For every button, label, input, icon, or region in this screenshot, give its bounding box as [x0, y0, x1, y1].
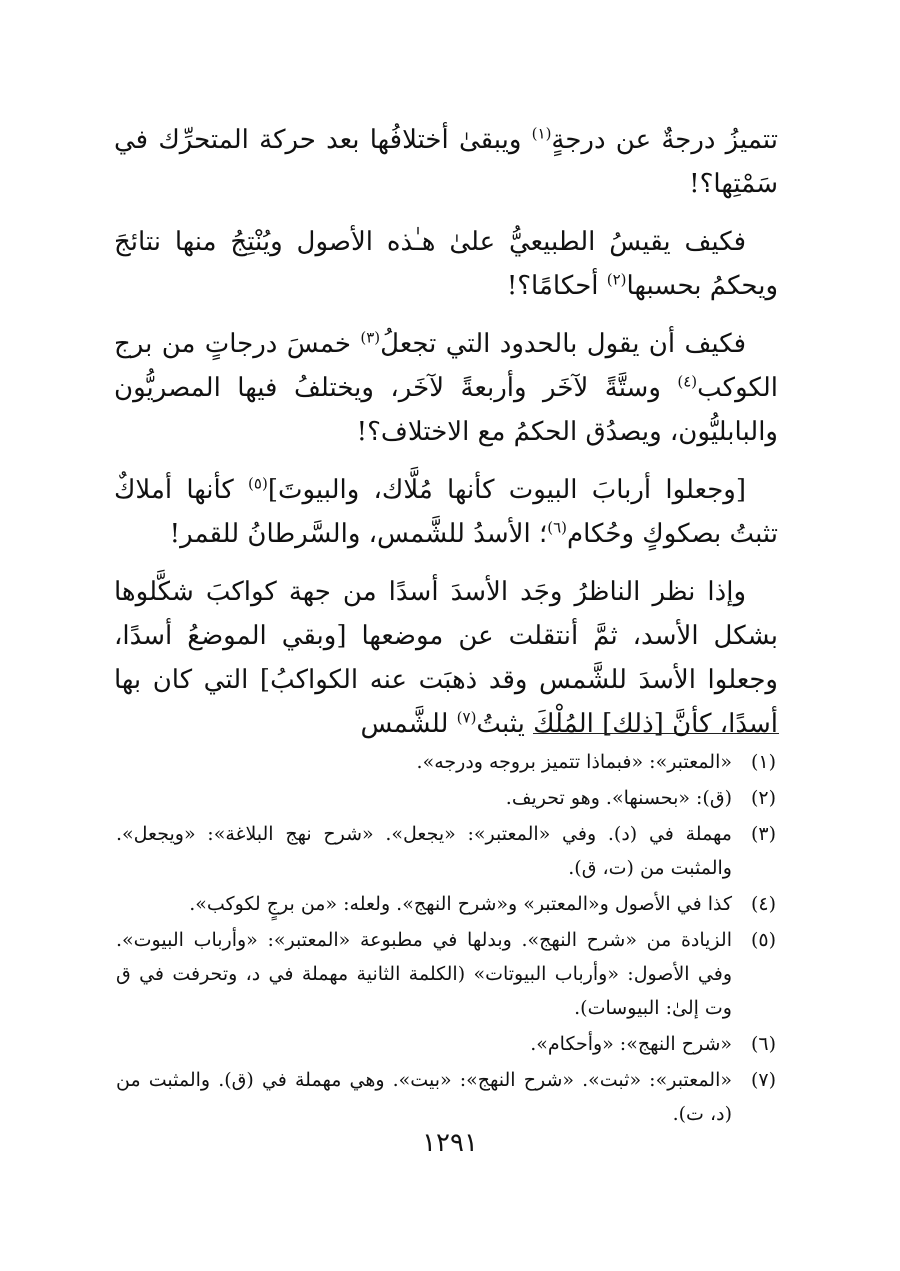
- footnote-number: (٦): [750, 1033, 776, 1055]
- footnote-5: [116, 923, 776, 1025]
- footnote-text: الزيادة من «شرح النهج». وبدلها في مطبوعة «المعتبر»: «وأرباب البيوت». وفي الأصول: «وأرباب البيوتات» (الكلمة الثانية مهملة في د، وتحرفت في ق وت إلىٰ: البيوسات).: [116, 929, 732, 1019]
- footnote-number: (١): [750, 751, 776, 773]
- footnote-3: [116, 817, 776, 885]
- footnote-ref-5[interactable]: (٥): [248, 474, 268, 493]
- paragraph-5: وإذا نظر الناظرُ وجَد الأسدَ أسدًا من جهة كواكبَ شكَّلوها بشكل الأسد، ثمَّ أنتقلت عن موضعها [وبقي الموضعُ أسدًا، وجعلوا الأسدَ للشَّمس وقد ذهبَت عنه الكواكبُ] التي كان بها أسدًا، كأنَّ [ذلك] المُلْكَ يثبتُ$^{(٧)}$ للشَّمس: [114, 577, 778, 739]
- footnote-number: (٣): [750, 823, 776, 845]
- footnote-number: (٥): [750, 929, 776, 951]
- footnote-ref-2[interactable]: (٢): [606, 270, 627, 289]
- paragraph-1: تتميزُ درجةٌ عن درجةٍ$^{(١)}$ ويبقىٰ أختلافُها بعد حركة المتحرِّك في سَمْتِها؟!: [114, 124, 778, 199]
- footnote-ref-6[interactable]: (٦): [547, 518, 567, 537]
- footnote-text: كذا في الأصول و«المعتبر» و«شرح النهج». ولعله: «من برجٍ لكوكب».: [189, 893, 732, 915]
- footnote-text: (ق): «بحسنها». وهو تحريف.: [505, 787, 732, 809]
- page-number: ١٢٩١: [422, 1128, 478, 1158]
- footnote-ref-3[interactable]: (٣): [360, 328, 381, 347]
- footnote-text: «المعتبر»: «فبماذا تتميز بروجه ودرجه».: [416, 751, 732, 773]
- footnote-text: «المعتبر»: «ثبت». «شرح النهج»: «بيت». وهي مهملة في (ق). والمثبت من (د، ت).: [116, 1069, 732, 1125]
- footnote-ref-4[interactable]: (٤): [677, 372, 698, 391]
- footnote-number: (٢): [750, 787, 776, 809]
- footnote-1: [116, 745, 776, 779]
- footnote-number: (٧): [750, 1069, 776, 1091]
- main-text: [114, 118, 778, 760]
- paragraph-2: فكيف يقيسُ الطبيعيُّ علىٰ هـٰذه الأصول ويُنْتِجُ منها نتائجَ ويحكمُ بحسبها$^{(٢)}$ أحكامًا؟!: [114, 227, 778, 301]
- footnote-separator: [533, 733, 779, 734]
- footnote-number: (٤): [750, 893, 776, 915]
- footnote-2: [116, 781, 776, 815]
- footnote-6: [116, 1027, 776, 1061]
- footnote-ref-7[interactable]: (٧): [456, 708, 477, 727]
- footnote-text: «شرح النهج»: «وأحكام».: [530, 1033, 732, 1055]
- paragraph-3: فكيف أن يقول بالحدود التي تجعلُ$^{(٣)}$ خمسَ درجاتٍ من برج الكوكب$^{(٤)}$ وستَّةً لآخَر وأربعةً لآخَر، ويختلفُ فيها المصريُّون والبابليُّون، ويصدُق الحكمُ مع الاختلاف؟!: [114, 328, 778, 447]
- footnote-ref-1[interactable]: (١): [531, 124, 552, 143]
- footnote-4: [116, 887, 776, 921]
- footnote-7: [116, 1063, 776, 1131]
- footnotes: [116, 745, 776, 1133]
- paragraph-4: [وجعلوا أربابَ البيوت كأنها مُلَّاك، والبيوتَ]$^{(٥)}$ كأنها أملاكٌ تثبتُ بصكوكٍ وحُكام$^{(٦)}$؛ الأسدُ للشَّمس، والسَّرطانُ للقمر!: [114, 474, 778, 549]
- footnote-text: مهملة في (د). وفي «المعتبر»: «يجعل». «شرح نهج البلاغة»: «ويجعل». والمثبت من (ت، ق).: [116, 823, 732, 879]
